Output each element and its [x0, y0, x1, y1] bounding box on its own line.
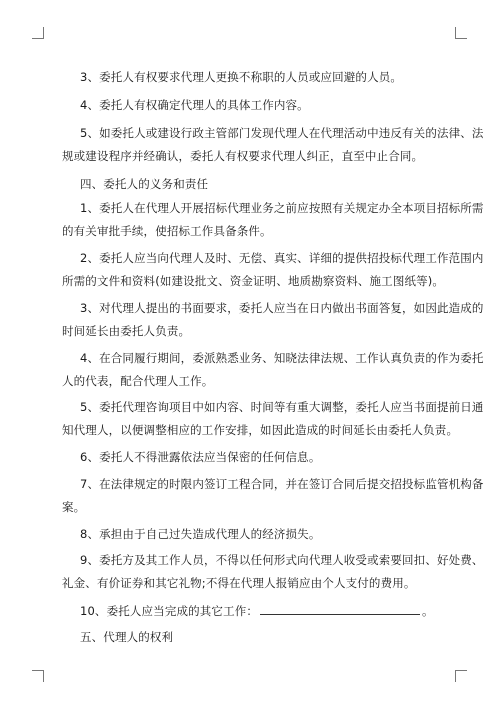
crop-mark-bottom-right [455, 670, 467, 682]
clause-delegator-duty-2: 2、委托人应当向代理人及时、无偿、真实、详细的提供招投标代理工作范围内 [80, 251, 484, 265]
clause-delegator-duty-5: 5、委托代理咨询项目中如内容、时间等有重大调整，委托人应当书面提前日通 [80, 400, 484, 414]
clause-delegator-duty-1: 1、委托人在代理人开展招标代理业务之前应按照有关规定办全本项目招标所需 [80, 201, 484, 215]
clause-delegator-duty-4-cont: 人的代表，配合代理人工作。 [62, 374, 214, 388]
fill-in-blank-line[interactable] [260, 603, 420, 615]
crop-mark-top-right [455, 27, 467, 39]
clause-delegator-duty-5-cont: 知代理人，以便调整相应的工作安排，如因此造成的时间延长由委托人负责。 [62, 423, 459, 437]
clause-10-label: 10、委托人应当完成的其它工作： [80, 604, 259, 618]
clause-delegator-right-5-cont: 规或建设程序并经确认，委托人有权要求代理人纠正，直至中止合同。 [62, 149, 424, 163]
clause-delegator-right-5: 5、如委托人或建设行政主管部门发现代理人在代理活动中违反有关的法律、法 [80, 126, 484, 140]
clause-delegator-duty-9-cont: 礼金、有价证券和其它礼物;不得在代理人报销应由个人支付的费用。 [62, 576, 416, 590]
section-heading-5: 五、代理人的权利 [80, 630, 174, 644]
clause-10-period: 。 [422, 604, 434, 618]
clause-delegator-duty-7-cont: 案。 [62, 500, 86, 514]
clause-delegator-right-3: 3、委托人有权要求代理人更换不称职的人员或应回避的人员。 [80, 70, 403, 84]
clause-delegator-duty-10 [80, 603, 434, 618]
clause-delegator-duty-2-cont: 所需的文件和资料(如建设批文、资金证明、地质勘察资料、施工图纸等)。 [62, 274, 445, 288]
section-heading-4: 四、委托人的义务和责任 [80, 177, 209, 191]
clause-delegator-duty-1-cont: 的有关审批手续，使招标工作具备条件。 [62, 224, 272, 238]
clause-delegator-duty-8: 8、承担由于自己过失造成代理人的经济损失。 [80, 527, 321, 541]
clause-delegator-duty-3-cont: 时间延长由委托人负责。 [62, 324, 191, 338]
clause-delegator-duty-3: 3、对代理人提出的书面要求，委托人应当在日内做出书面答复，如因此造成的 [80, 301, 484, 315]
crop-mark-bottom-left [32, 670, 44, 682]
clause-delegator-duty-9: 9、委托方及其工作人员，不得以任何形式向代理人收受或索要回扣、好处费、 [80, 553, 484, 567]
clause-delegator-right-4: 4、委托人有权确定代理人的具体工作内容。 [80, 98, 309, 112]
clause-delegator-duty-6: 6、委托人不得泄露依法应当保密的任何信息。 [80, 450, 321, 464]
clause-delegator-duty-7: 7、在法律规定的时限内签订工程合同，并在签订合同后提交招投标监管机构备 [80, 477, 484, 491]
clause-delegator-duty-4: 4、在合同履行期间，委派熟悉业务、知晓法律法规、工作认真负责的作为委托 [80, 351, 484, 365]
crop-mark-top-left [32, 27, 44, 39]
